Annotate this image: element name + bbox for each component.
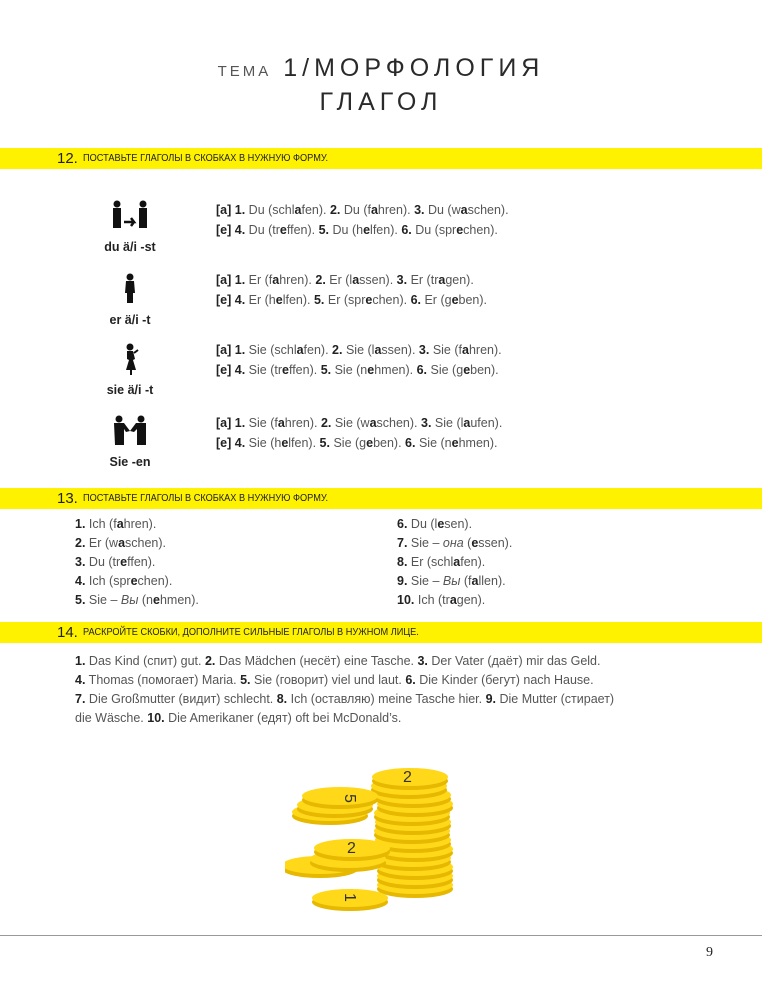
emphasis: 2. — [75, 536, 86, 550]
emphasis: e — [365, 293, 373, 307]
text: Der Vater (даёт) mir das Geld. — [427, 654, 601, 668]
emphasis: 6. — [397, 517, 408, 531]
emphasis: a — [449, 593, 457, 607]
emphasis: [e] 4. — [216, 436, 246, 450]
emphasis: 3. — [396, 273, 408, 287]
exercise-item — [75, 574, 172, 588]
topic-subtitle: ГЛАГОЛ — [319, 88, 443, 116]
emphasis: e — [366, 436, 374, 450]
page-number: 9 — [706, 945, 713, 960]
text: gen). — [445, 273, 474, 287]
emphasis: [e] 4. — [216, 293, 246, 307]
coin-stack-large — [371, 768, 453, 898]
text: ben). — [470, 363, 499, 377]
italic-text: она — [442, 536, 464, 550]
coin-digit: 5 — [341, 794, 358, 803]
emphasis: 10. — [397, 593, 415, 607]
exercise-line — [216, 436, 497, 450]
text: Du (spr — [411, 223, 457, 237]
emphasis: e — [281, 436, 289, 450]
text: Thomas (помогает) Maria. — [85, 673, 241, 687]
exercise-instruction: РАСКРОЙТЕ СКОБКИ, ДОПОЛНИТЕ СИЛЬНЫЕ ГЛАГОЛЫ В НУЖНОМ ЛИЦЕ. — [83, 627, 419, 638]
emphasis: 4. — [75, 673, 86, 687]
exercise-13-header — [0, 488, 762, 509]
emphasis: 10. — [147, 711, 165, 725]
woman-icon — [109, 343, 151, 377]
text: Sie (l — [342, 343, 375, 357]
text: fen). — [303, 343, 333, 357]
text: Sie (говорит) viel und laut. — [250, 673, 406, 687]
emphasis: e — [471, 536, 479, 550]
text: ffen). — [288, 363, 321, 377]
emphasis: e — [463, 363, 471, 377]
emphasis: e — [279, 223, 287, 237]
topic-prefix: ТЕМА — [217, 63, 272, 80]
text: Das Mädchen (несёт) eine Tasche. — [215, 654, 418, 668]
coins-illustration — [285, 760, 475, 920]
emphasis: 7. — [397, 536, 408, 550]
emphasis: e — [282, 363, 289, 377]
emphasis: e — [130, 574, 138, 588]
emphasis: e — [451, 293, 459, 307]
emphasis: a — [460, 203, 468, 217]
exercise-item — [397, 593, 485, 607]
exercise-line — [216, 416, 502, 430]
emphasis: 4. — [75, 574, 86, 588]
emphasis: e — [275, 293, 283, 307]
exercise-line — [75, 692, 614, 706]
text: Sie (n — [331, 363, 368, 377]
man-icon — [109, 273, 151, 307]
coin-digit: 1 — [341, 893, 358, 902]
emphasis: 3. — [421, 416, 432, 430]
topic-title — [0, 54, 762, 83]
text: Er (g — [421, 293, 452, 307]
emphasis: e — [363, 223, 371, 237]
emphasis: 5. — [240, 673, 251, 687]
emphasis: 6. — [405, 436, 416, 450]
exercise-line — [216, 223, 498, 237]
text: hmen). — [374, 363, 417, 377]
emphasis: 7. — [75, 692, 86, 706]
emphasis: e — [367, 363, 375, 377]
text: lfen). — [288, 436, 320, 450]
emphasis: 6. — [416, 363, 428, 377]
exercise-item — [397, 536, 512, 550]
text: ssen). — [381, 343, 419, 357]
person-ending-label: er ä/i -t — [109, 313, 151, 327]
text: ( — [463, 536, 472, 550]
text: ssen). — [478, 536, 513, 550]
emphasis: 6. — [405, 673, 416, 687]
text: Sie (g — [329, 436, 367, 450]
emphasis: e — [153, 593, 160, 607]
text: Du (f — [340, 203, 371, 217]
text: hren). — [468, 343, 502, 357]
exercise-line — [216, 203, 509, 217]
text: Die Kinder (бегут) nach Hause. — [415, 673, 594, 687]
emphasis: e — [437, 517, 445, 531]
emphasis: 9. — [485, 692, 497, 706]
emphasis: 8. — [397, 555, 408, 569]
emphasis: 2. — [332, 343, 343, 357]
emphasis: 3. — [414, 203, 425, 217]
topic-name: 1/МОРФОЛОГИЯ — [283, 54, 545, 82]
text: Du (l — [407, 517, 438, 531]
text: fen). — [460, 555, 486, 569]
emphasis: a — [118, 536, 126, 550]
emphasis: [a] 1. — [216, 273, 246, 287]
text: Ich (f — [85, 517, 117, 531]
emphasis: a — [352, 273, 360, 287]
emphasis: e — [451, 436, 459, 450]
text: Die Großmutter (видит) schlecht. — [85, 692, 277, 706]
text: lfen). — [370, 223, 402, 237]
emphasis: a — [462, 343, 469, 357]
text: hren). — [279, 273, 316, 287]
text: chen). — [372, 293, 411, 307]
text: ssen). — [359, 273, 397, 287]
text: Die Amerikaner (едят) oft bei McDonald’s. — [164, 711, 402, 725]
emphasis: 1. — [75, 654, 86, 668]
emphasis: a — [374, 343, 382, 357]
exercise-line — [216, 273, 474, 287]
emphasis: 2. — [329, 203, 341, 217]
exercise-instruction: ПОСТАВЬТЕ ГЛАГОЛЫ В СКОБКАХ В НУЖНУЮ ФОРМУ. — [83, 493, 329, 504]
emphasis: 5. — [318, 223, 330, 237]
emphasis: 5. — [320, 363, 332, 377]
text: Du (schl — [245, 203, 295, 217]
emphasis: a — [277, 416, 285, 430]
emphasis: 2. — [320, 416, 332, 430]
emphasis: [a] 1. — [216, 203, 246, 217]
text: (n — [138, 593, 154, 607]
text: Sie (l — [431, 416, 464, 430]
text: schen). — [376, 416, 421, 430]
text: Sie (w — [331, 416, 370, 430]
emphasis: [a] 1. — [216, 343, 246, 357]
text: Das Kind (спит) gut. — [85, 654, 205, 668]
text: Er (spr — [324, 293, 366, 307]
exercise-12-header — [0, 148, 762, 169]
text: Er (tr — [407, 273, 439, 287]
text: Sie (n — [415, 436, 452, 450]
person-ending-label: du ä/i -st — [104, 240, 156, 254]
exercise-number: 12. — [57, 150, 78, 167]
text: schen). — [125, 536, 167, 550]
person-ending-label: Sie -en — [109, 455, 151, 469]
exercise-line — [75, 654, 600, 668]
exercise-line — [216, 363, 499, 377]
coin-stack-small — [285, 787, 390, 911]
text: hmen). — [458, 436, 498, 450]
emphasis: a — [296, 343, 304, 357]
text: Du (tr — [245, 223, 280, 237]
text: (f — [460, 574, 472, 588]
text: gen). — [456, 593, 486, 607]
text: Die Mutter (стирает) — [496, 692, 615, 706]
emphasis: 3. — [417, 654, 428, 668]
text: Sie (f — [429, 343, 462, 357]
text: Sie (f — [245, 416, 278, 430]
exercise-14-header — [0, 622, 762, 643]
emphasis: 6. — [410, 293, 421, 307]
text: schen). — [467, 203, 509, 217]
text: Du (tr — [85, 555, 121, 569]
emphasis: e — [120, 555, 128, 569]
text: Sie (tr — [245, 363, 282, 377]
footer-divider — [0, 935, 762, 936]
two-men-arrow-icon — [109, 200, 151, 234]
text: llen). — [478, 574, 506, 588]
exercise-number: 14. — [57, 624, 78, 641]
exercise-item — [397, 517, 472, 531]
text: Er (w — [85, 536, 119, 550]
text: Ich (оставляю) meine Tasche hier. — [287, 692, 486, 706]
emphasis: 3. — [418, 343, 430, 357]
text: Ich (tr — [414, 593, 450, 607]
emphasis: a — [294, 203, 302, 217]
text: Sie (schl — [245, 343, 297, 357]
emphasis: 5. — [319, 436, 330, 450]
text: fen). — [301, 203, 330, 217]
text: Er (schl — [407, 555, 454, 569]
emphasis: 8. — [276, 692, 288, 706]
exercise-line — [75, 673, 594, 687]
exercise-line — [75, 711, 401, 725]
text: hren). — [377, 203, 415, 217]
text: ben). — [458, 293, 488, 307]
text: ffen). — [127, 555, 156, 569]
emphasis: 2. — [204, 654, 216, 668]
emphasis: [a] 1. — [216, 416, 246, 430]
exercise-line — [216, 343, 502, 357]
emphasis: a — [453, 555, 461, 569]
text: chen). — [463, 223, 498, 237]
exercise-number: 13. — [57, 490, 78, 507]
coin-digit: 2 — [403, 769, 412, 786]
emphasis: 2. — [315, 273, 326, 287]
text: Du (h — [329, 223, 364, 237]
text: Sie (g — [427, 363, 464, 377]
text: Du (w — [424, 203, 461, 217]
text: Sie – — [407, 536, 443, 550]
emphasis: 5. — [75, 593, 86, 607]
handshake-icon — [109, 415, 151, 449]
text: hmen). — [159, 593, 199, 607]
text: hren). — [123, 517, 157, 531]
exercise-item — [75, 517, 156, 531]
text: die Wäsche. — [75, 711, 148, 725]
text: hren). — [284, 416, 321, 430]
text: Sie (h — [245, 436, 282, 450]
text: Sie – — [85, 593, 121, 607]
text: Er (h — [245, 293, 276, 307]
exercise-item — [397, 574, 506, 588]
text: Ich (spr — [85, 574, 131, 588]
emphasis: 1. — [75, 517, 86, 531]
emphasis: a — [471, 574, 479, 588]
exercise-item — [75, 593, 199, 607]
emphasis: e — [456, 223, 464, 237]
emphasis: 9. — [397, 574, 408, 588]
coin-digit: 2 — [347, 840, 356, 857]
emphasis: a — [369, 416, 377, 430]
emphasis: 3. — [75, 555, 86, 569]
exercise-item — [75, 536, 166, 550]
text: lfen). — [282, 293, 314, 307]
text: ufen). — [470, 416, 503, 430]
exercise-line — [216, 293, 487, 307]
text: Er (f — [245, 273, 273, 287]
exercise-instruction: ПОСТАВЬТЕ ГЛАГОЛЫ В СКОБКАХ В НУЖНУЮ ФОРМУ. — [83, 153, 329, 164]
exercise-item — [397, 555, 485, 569]
person-ending-label: sie ä/i -t — [106, 383, 154, 397]
emphasis: a — [116, 517, 124, 531]
emphasis: a — [438, 273, 446, 287]
italic-text: Вы — [120, 593, 139, 607]
emphasis: a — [463, 416, 471, 430]
emphasis: 6. — [401, 223, 412, 237]
text: sen). — [444, 517, 473, 531]
exercise-item — [75, 555, 155, 569]
text: Er (l — [325, 273, 353, 287]
text: ffen). — [286, 223, 319, 237]
emphasis: [e] 4. — [216, 363, 246, 377]
text: Sie – — [407, 574, 443, 588]
italic-text: Вы — [442, 574, 461, 588]
text: chen). — [137, 574, 173, 588]
emphasis: a — [370, 203, 378, 217]
emphasis: a — [272, 273, 280, 287]
emphasis: 5. — [313, 293, 325, 307]
text: ben). — [373, 436, 406, 450]
emphasis: [e] 4. — [216, 223, 246, 237]
